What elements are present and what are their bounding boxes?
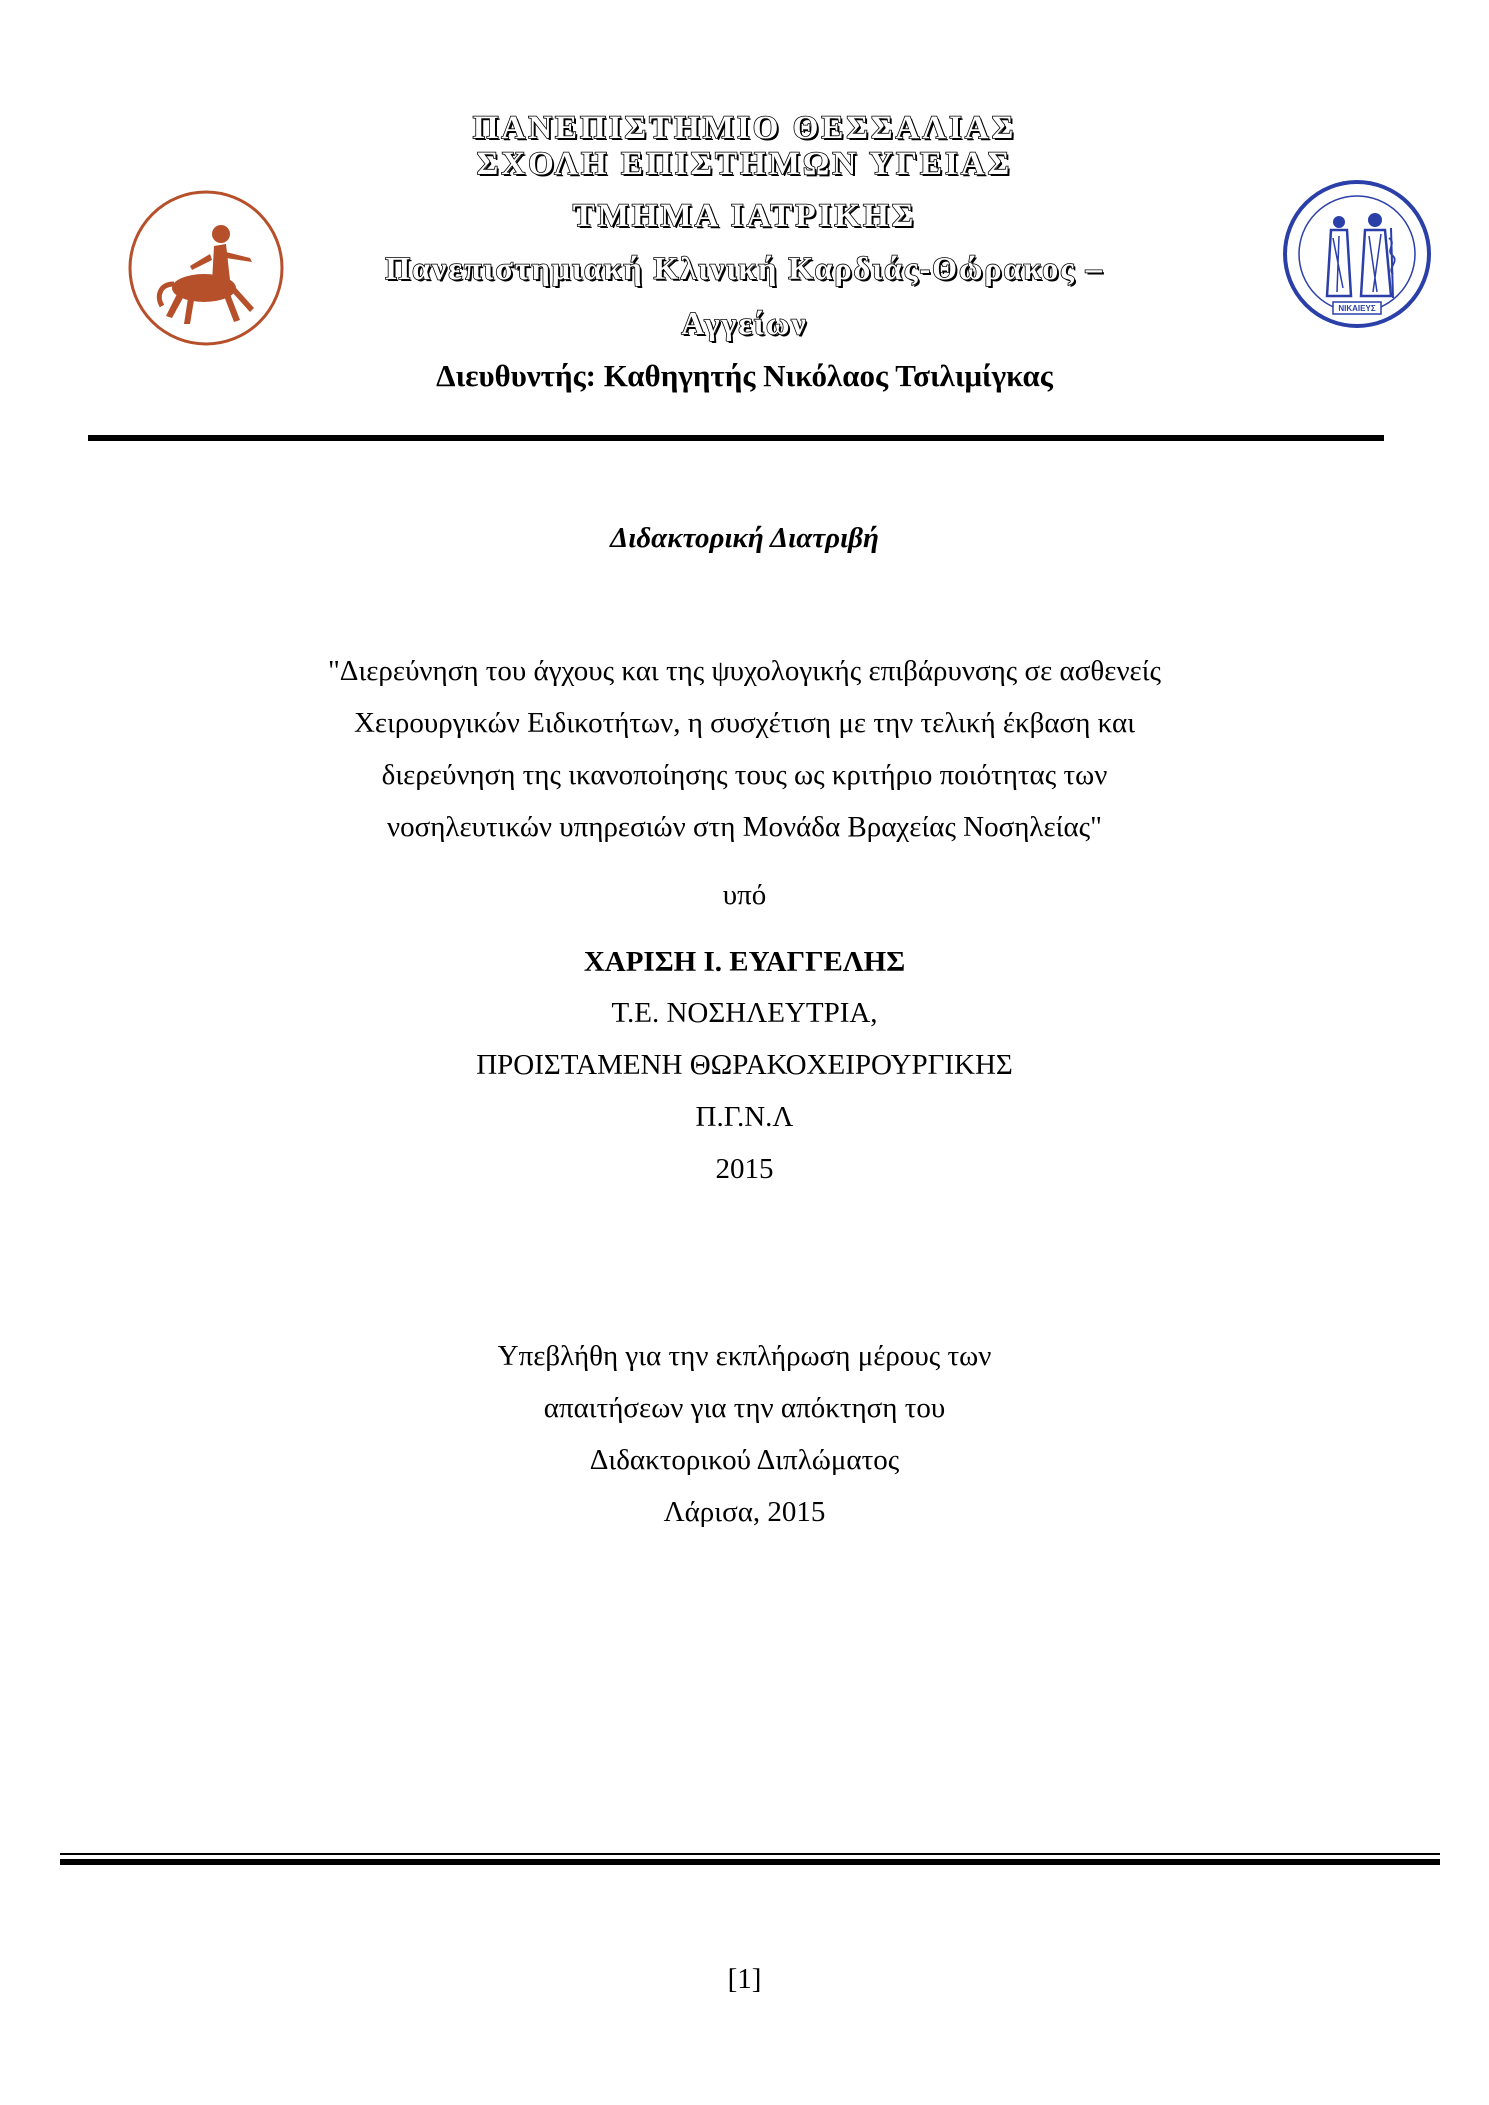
by-label: υπό — [722, 879, 767, 911]
clinic-name-line1: Πανεπιστημιακή Κλινική Καρδιάς-Θώρακος – — [385, 250, 1104, 286]
footer-divider-thick — [60, 1859, 1440, 1865]
author-title-line-2: ΠΡΟΙΣΤΑΜΕΝΗ ΘΩΡΑΚΟΧΕΙΡΟΥΡΓΙΚΗΣ — [476, 1049, 1013, 1081]
header-divider — [88, 435, 1384, 441]
thesis-title-line-4: νοσηλευτικών υπηρεσιών στη Μονάδα Βραχείας Νοσηλείας" — [387, 811, 1102, 843]
submission-line-3: Διδακτορικού Διπλώματος — [589, 1444, 900, 1476]
submission-line-2: απαιτήσεων για την απόκτηση του — [543, 1392, 946, 1424]
school-name: ΣΧΟΛΗ ΕΠΙΣΤΗΜΩΝ ΥΓΕΙΑΣ — [476, 146, 1013, 182]
document-type-label: Διδακτορική Διατριβή — [610, 522, 879, 554]
director-line: Διευθυντής: Καθηγητής Νικόλαος Τσιλιμίγκας — [436, 358, 1053, 393]
thesis-title-line-2: Χειρουργικών Ειδικοτήτων, η συσχέτιση με την τελική έκβαση και — [353, 707, 1136, 739]
thesis-title-line-1: "Διερεύνηση του άγχους και της ψυχολογικής επιβάρυνσης σε ασθενείς — [327, 655, 1162, 687]
clinic-name-line2: Αγγείων — [681, 305, 808, 341]
author-affiliation: Π.Γ.Ν.Λ — [695, 1101, 794, 1133]
university-name: ΠΑΝΕΠΙΣΤΗΜΙΟ ΘΕΣΣΑΛΙΑΣ — [472, 110, 1017, 146]
seal-bottom-label: ΝΙΚΑΙΕΥΣ — [1338, 304, 1376, 313]
department-name: ΤΜΗΜΑ ΙΑΤΡΙΚΗΣ — [572, 198, 917, 234]
submission-place-date: Λάρισα, 2015 — [663, 1496, 826, 1528]
centaur-emblem-icon — [126, 188, 286, 348]
submission-line-1: Υπεβλήθη για την εκπλήρωση μέρους των — [497, 1340, 992, 1372]
thesis-title-line-3: διερεύνηση της ικανοποίησης τους ως κριτήριο ποιότητας των — [381, 759, 1108, 791]
asklepios-seal-icon — [1281, 178, 1433, 330]
author-title-line-1: Τ.Ε. ΝΟΣΗΛΕΥΤΡΙΑ, — [611, 997, 878, 1029]
author-name: ΧΑΡΙΣΗ Ι. ΕΥΑΓΓΕΛΗΣ — [583, 946, 906, 978]
author-year: 2015 — [715, 1153, 774, 1185]
footer-divider-thin — [60, 1853, 1440, 1855]
page-number: [1] — [727, 1963, 762, 1995]
